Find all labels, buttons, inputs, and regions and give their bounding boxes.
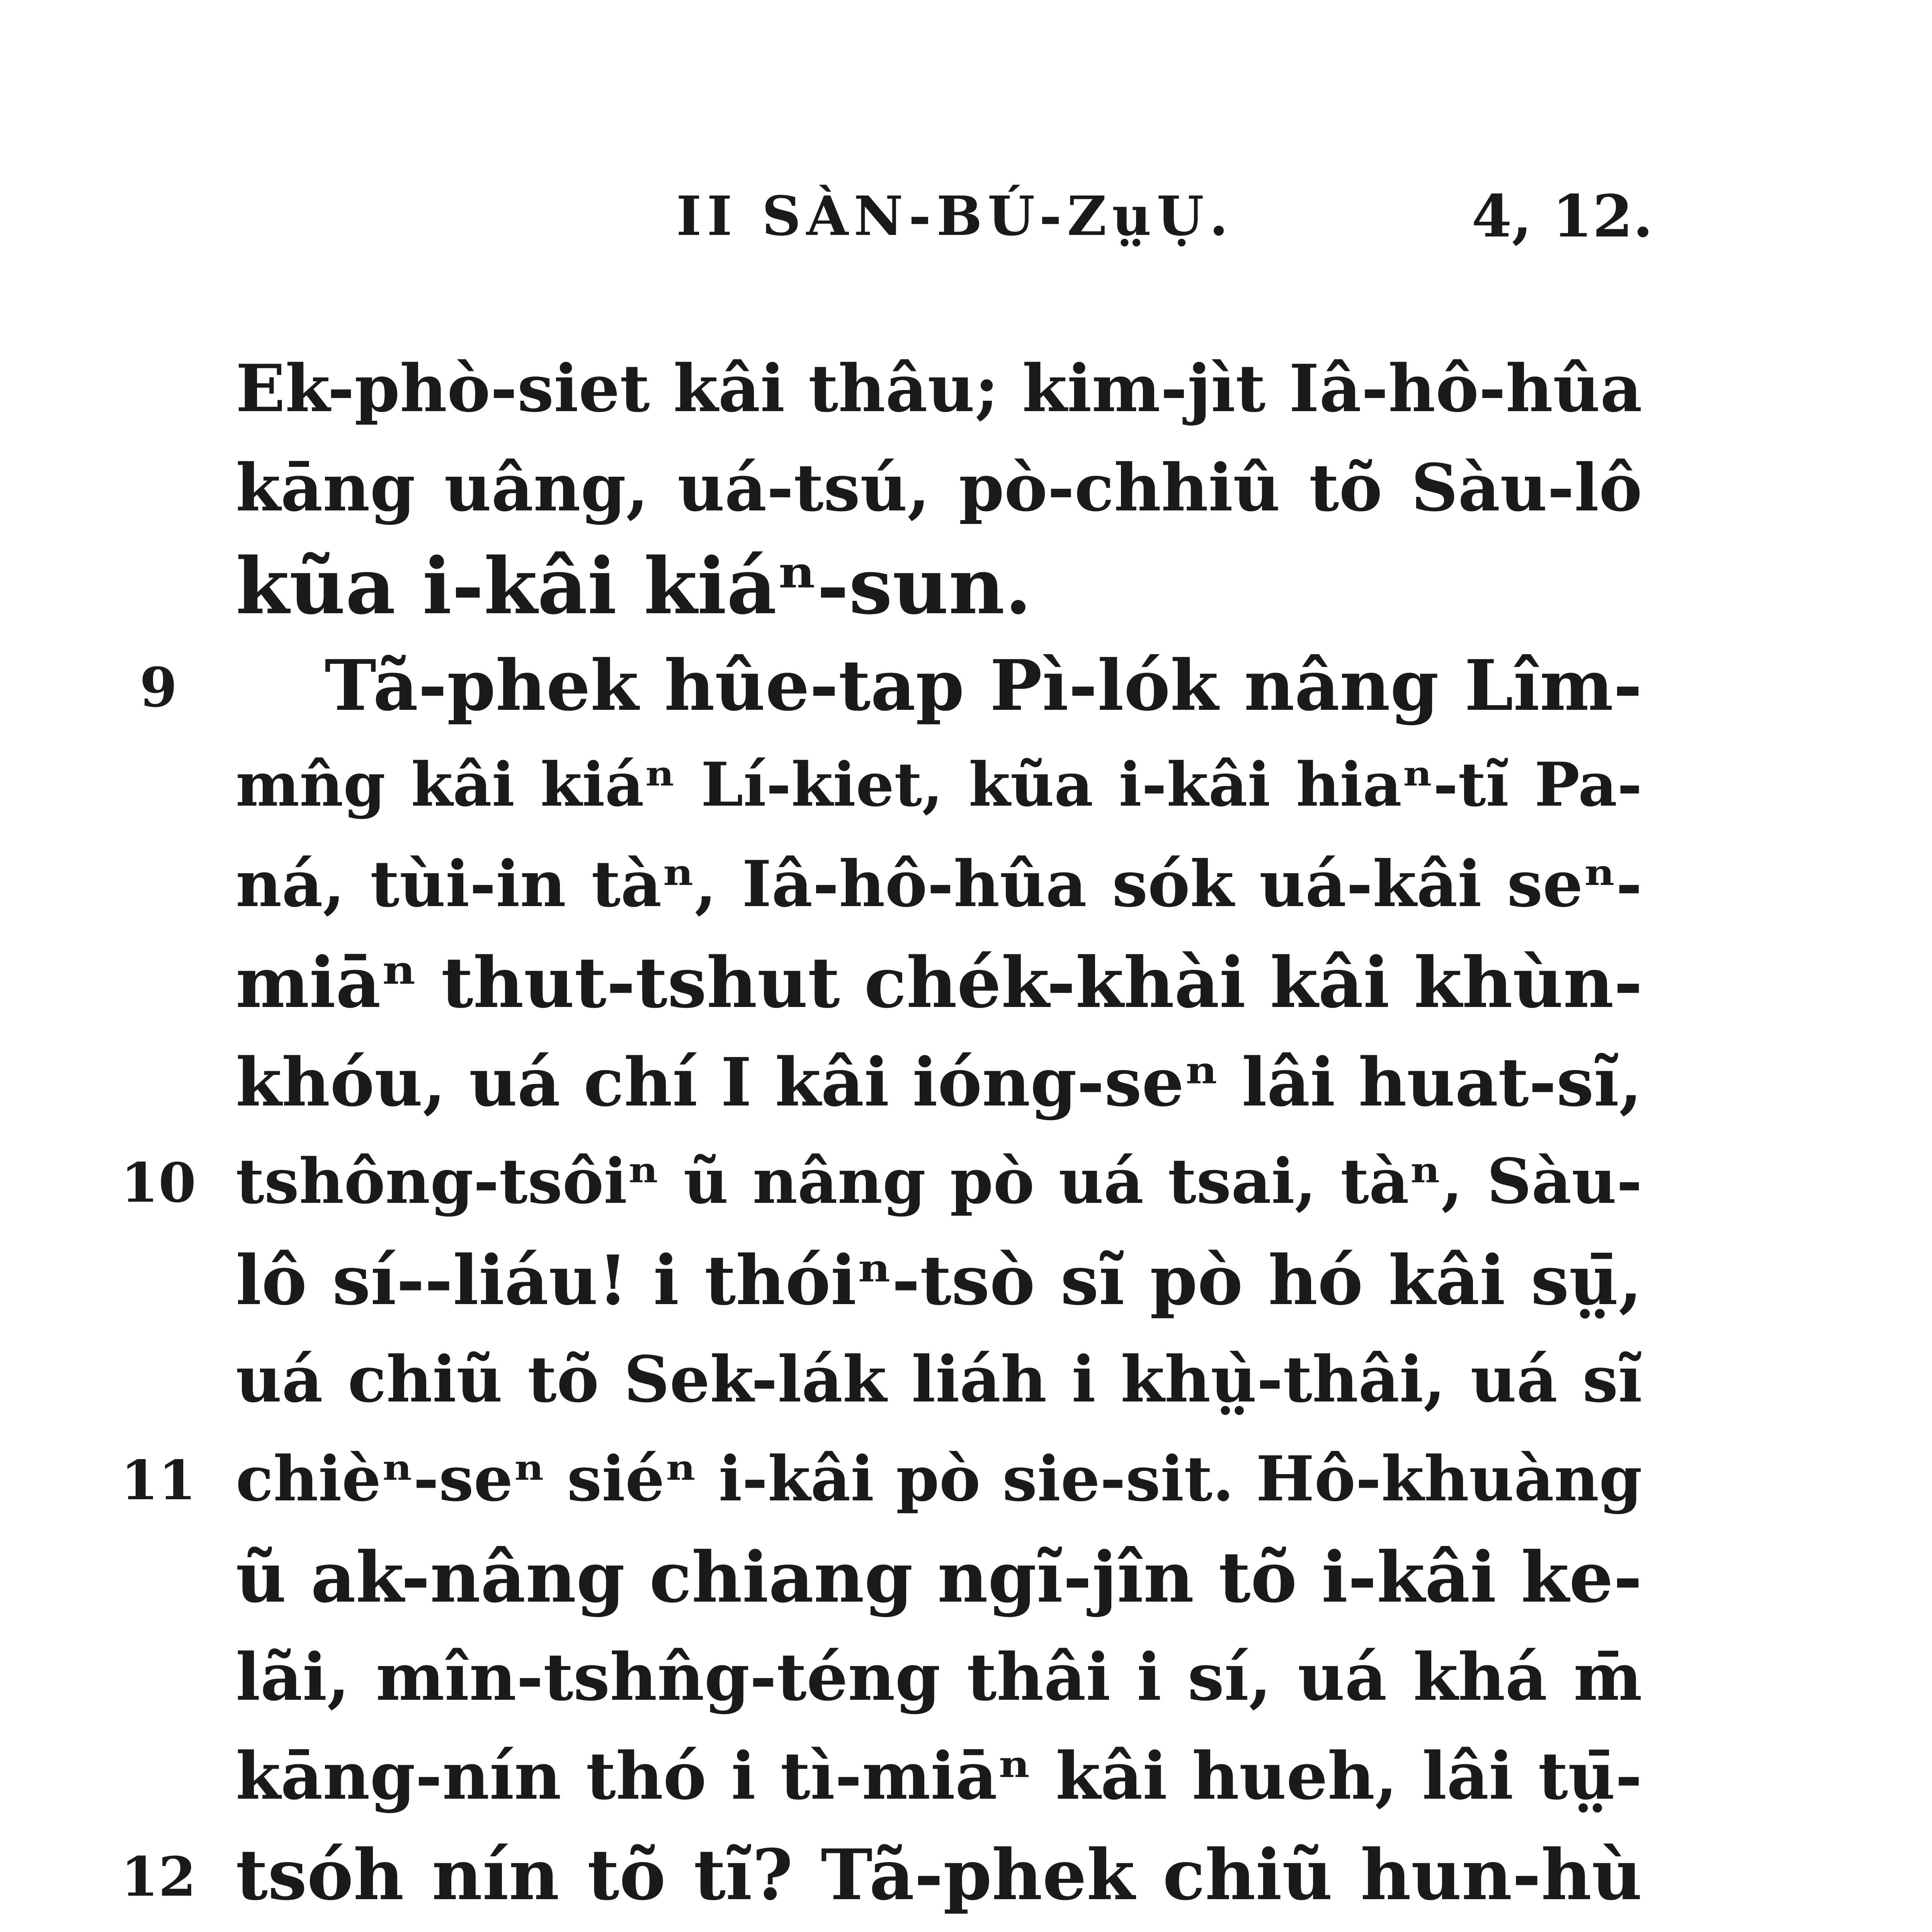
text-line: kāng uâng, uá-tsú, pò-chhiû tõ Sàu-lô xyxy=(236,449,1642,526)
text-line: uá chiũ tõ Sek-lák liáh i khṳ̀-thâi, uá sĩ xyxy=(236,1342,1642,1417)
text-line: ná, tùi-in tàⁿ, Iâ-hô-hûa sók uá-kâi seⁿ- xyxy=(236,847,1642,921)
verse-number-9: 9 xyxy=(139,656,177,719)
text-line: mn̂g kâi kiáⁿ Lí-kiet, kũa i-kâi hiaⁿ-tĩ Pa- xyxy=(236,749,1642,820)
text-line: chièⁿ-seⁿ siéⁿ i-kâi pò sie-sit. Hô-khuàng xyxy=(236,1442,1642,1515)
text-line: tsóh nín tõ tĩ? Tã-phek chiũ hun-hù xyxy=(236,1834,1642,1916)
text-line xyxy=(236,1930,1642,1932)
verse-number-11: 11 xyxy=(121,1449,196,1512)
text-line: kũa i-kâi kiáⁿ-sun. xyxy=(236,541,1032,632)
text-line: lãi, mîn-tshn̂g-téng thâi i sí, uá khá m̄ xyxy=(236,1639,1642,1715)
verse-number-10: 10 xyxy=(121,1151,196,1215)
text-line: ũ ak-nâng chiang ngĩ-jîn tõ i-kâi ke- xyxy=(236,1537,1642,1618)
text-line: Ek-phò-siet kâi thâu; kim-jìt Iâ-hô-hûa xyxy=(236,350,1642,427)
text-line: kāng-nín thó i tì-miāⁿ kâi hueh, lâi tṳ̄- xyxy=(236,1738,1642,1814)
running-header-title: II SÀN-BÚ-ZṳỤ. xyxy=(676,185,1234,248)
text-line: khóu, uá chí I kâi ióng-seⁿ lâi huat-sĩ, xyxy=(236,1043,1642,1121)
text-line: lô sí--liáu! i thóiⁿ-tsò sĩ pò hó kâi sṳ̄, xyxy=(236,1240,1642,1320)
verse-number-12: 12 xyxy=(121,1845,196,1909)
text-line: tshông-tsôiⁿ ũ nâng pò uá tsai, tàⁿ, Sàu- xyxy=(236,1145,1642,1218)
running-header-reference: 4, 12. xyxy=(1471,182,1653,250)
text-line: Tã-phek hûe-tap Pì-lók nâng Lîm- xyxy=(325,645,1642,726)
text-line: miāⁿ thut-tshut chék-khài kâi khùn- xyxy=(236,942,1643,1024)
